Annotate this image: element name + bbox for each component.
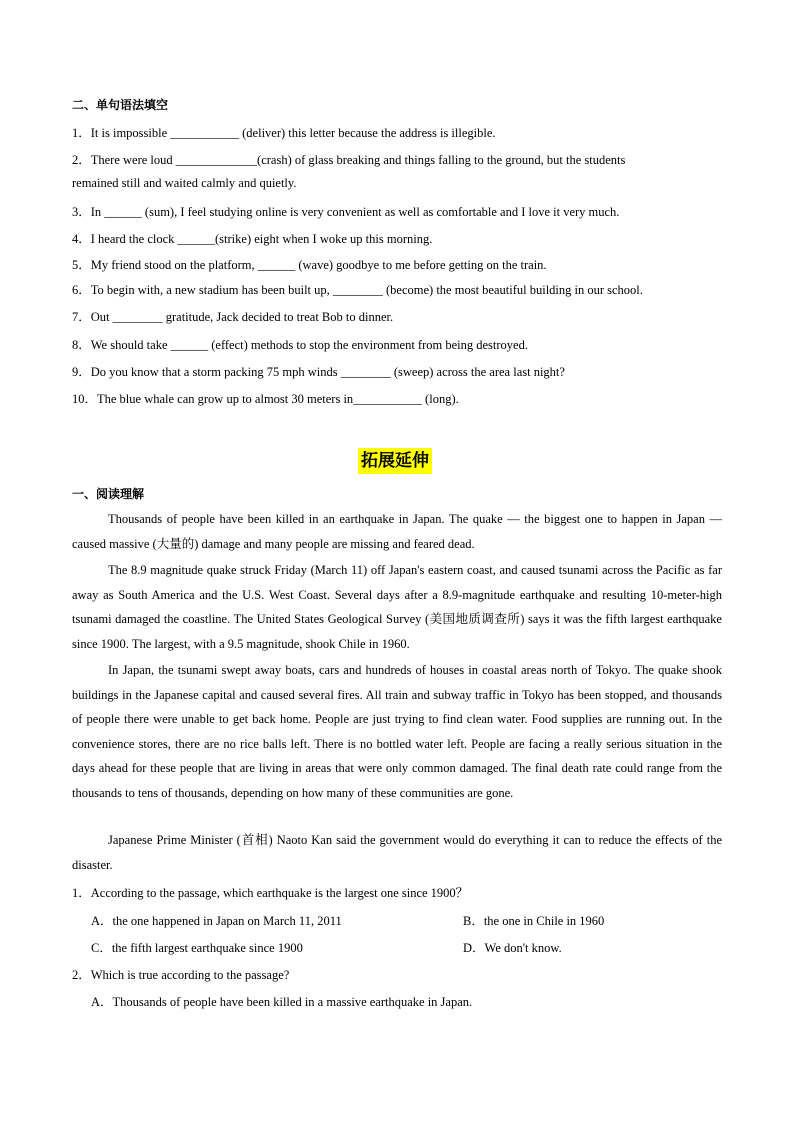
question-1-option-d: D．We don't know.: [463, 941, 562, 955]
question-2-option-a: A．Thousands of people have been killed in a massive earthquake in Japan.: [91, 995, 473, 1009]
grammar-item-4: 4．I heard the clock ______(strike) eight when I woke up this morning.: [72, 232, 433, 246]
reading-paragraph-1: Thousands of people have been killed in an earthquake in Japan. The quake — the biggest one to happen in Japan — caused massive (大量的) damage and many people are missing and feared dead.: [72, 512, 722, 551]
grammar-item-8: 8．We should take ______ (effect) methods to stop the environment from being destroyed.: [72, 338, 528, 352]
question-1-option-c: C．the fifth largest earthquake since 1900: [91, 941, 303, 955]
grammar-item-2: 2．There were loud _____________(crash) of glass breaking and things falling to the ground, but the students: [72, 153, 626, 167]
grammar-item-10: 10．The blue whale can grow up to almost 30 meters in___________ (long).: [72, 392, 459, 406]
grammar-item-3: 3．In ______ (sum), I feel studying online is very convenient as well as comfortable and I love it very much.: [72, 205, 620, 219]
grammar-item-1: 1．It is impossible ___________ (deliver) this letter because the address is illegible.: [72, 126, 496, 140]
reading-paragraph-2: The 8.9 magnitude quake struck Friday (March 11) off Japan's eastern coast, and caused tsunami across the Pacific as far away as South America and the U.S. West Coast. Several days after a 8.9-magnitude earthquake and resulting 10-meter-high tsunami damaged the coastline. The United States Geological Survey (美国地质调查所) says it was the fifth largest earthquake since 1900. The largest, with a 9.5 magnitude, shook Chile in 1960.: [72, 563, 722, 651]
grammar-item-9: 9．Do you know that a storm packing 75 mph winds ________ (sweep) across the area last night?: [72, 365, 565, 379]
grammar-item-7: 7．Out ________ gratitude, Jack decided to treat Bob to dinner.: [72, 310, 394, 324]
reading-paragraph-3: In Japan, the tsunami swept away boats, cars and hundreds of houses in coastal areas north of Tokyo. The quake shook buildings in the Japanese capital and caused several fires. All train and subway traffic in Tokyo has been stopped, and thousands of people there were unable to get back home. People are just trying to find clean water. Food supplies are running out. In the convenience stores, there are no rice balls left. There is no bottled water left. People are facing a really serious situation in the days ahead for these people that are living in areas that were only common damaged. The final death rate could range from the thousands to tens of thousands, depending on how many of these communities are gone.: [72, 663, 722, 800]
question-2-stem: 2．Which is true according to the passage?: [72, 968, 290, 982]
section-title: 拓展延伸: [358, 448, 432, 474]
reading-heading: 一、阅读理解: [72, 487, 145, 501]
reading-paragraph-4: Japanese Prime Minister (首相) Naoto Kan said the government would do everything it can to reduce the effects of the disaster.: [72, 833, 722, 872]
grammar-heading: 二、单句语法填空: [72, 98, 169, 112]
question-1-stem: 1．According to the passage, which earthquake is the largest one since 1900？: [72, 886, 469, 900]
question-1-option-b: B．the one in Chile in 1960: [463, 914, 605, 928]
question-1-option-a: A．the one happened in Japan on March 11, 2011: [91, 914, 342, 928]
grammar-item-2-cont: remained still and waited calmly and quietly.: [72, 176, 297, 190]
grammar-item-5: 5．My friend stood on the platform, ______ (wave) goodbye to me before getting on the train.: [72, 258, 547, 272]
grammar-item-6: 6．To begin with, a new stadium has been built up, ________ (become) the most beautiful building in our school.: [72, 283, 643, 297]
